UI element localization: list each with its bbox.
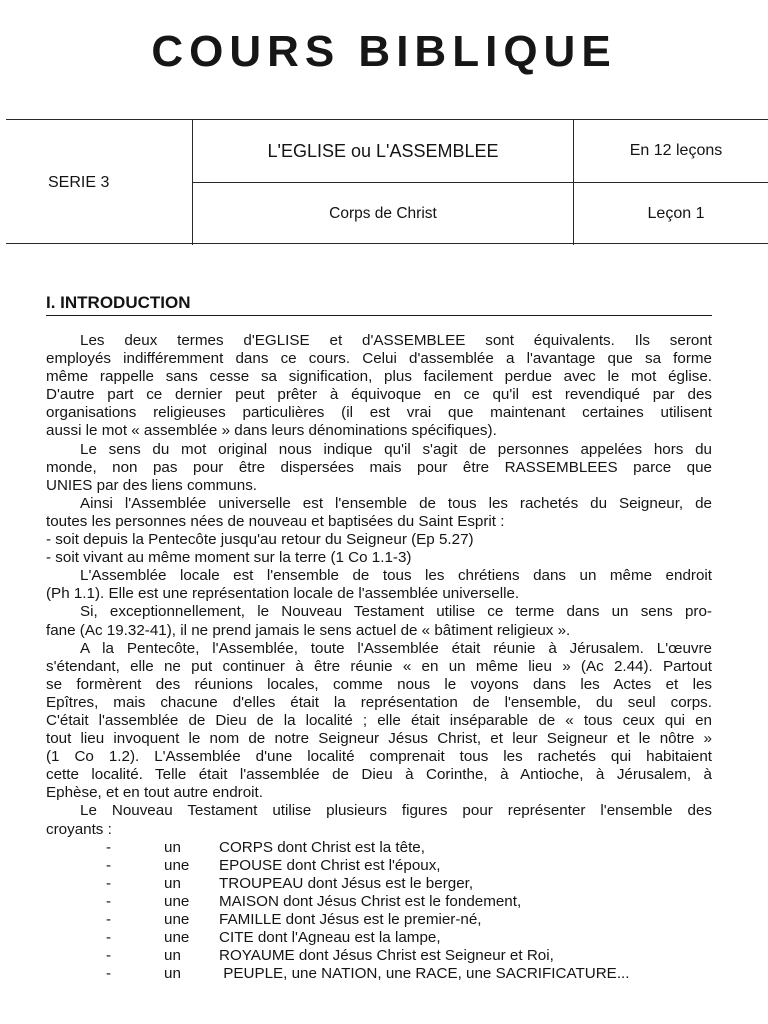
page-title: COURS BIBLIQUE (151, 27, 617, 76)
body-line: Le sens du mot original nous indique qu'il s'agit de personnes appelées hors du (80, 440, 712, 458)
list-item: - une FAMILLE dont Jésus est le premier-né, (106, 911, 482, 928)
body-line: toutes les personnes nées de nouveau et baptisées du Saint Esprit : (46, 512, 505, 530)
list-item: - une MAISON dont Jésus Christ est le fondement, (106, 892, 522, 910)
body-line: organisations religieuses particulières (il est vrai que maintenant certaines utilisent (46, 404, 712, 422)
list-item: - un TROUPEAU dont Jésus est le berger, (106, 874, 474, 892)
course-header-table (6, 119, 768, 244)
body-line: (1 Co 1.2). L'Assemblée d'une localité comprenait tous les rachetés qui habitaient (46, 748, 712, 766)
body-line: (Ph 1.1). Elle est une représentation locale de l'assemblée universelle. (46, 585, 520, 603)
body-line: fane (Ac 19.32-41), il ne prend jamais le sens actuel de « bâtiment religieux ». (46, 621, 571, 639)
body-line: croyants : (46, 820, 112, 838)
course-subtitle: Corps de Christ (193, 183, 574, 245)
lesson-number: Leçon 1 (647, 205, 705, 222)
list-item: - un PEUPLE, une NATION, une RACE, une SACRIFICATURE... (106, 965, 630, 983)
body-line: UNIES par des liens communs. (46, 476, 258, 494)
body-line: Ainsi l'Assemblée universelle est l'ensemble de tous les rachetés du Seigneur, de (80, 494, 712, 512)
body-line: D'autre part ce dernier peut prêter à équivoque en ce qu'il est revendiqué par des (46, 386, 712, 404)
body-line: Ephèse, et en tout autre endroit. (46, 784, 263, 802)
body-line: - soit vivant au même moment sur la terre (1 Co 1.1-3) (46, 549, 412, 567)
list-item: - un ROYAUME dont Jésus Christ est Seigneur et Roi, (106, 947, 554, 965)
body-line: L'Assemblée locale est l'ensemble de tous les chrétiens dans un même endroit (80, 567, 712, 585)
section-heading: I. INTRODUCTION (46, 292, 712, 316)
list-item: - une CITE dont l'Agneau est la lampe, (106, 929, 441, 947)
body-line: Si, exceptionnellement, le Nouveau Testament utilise ce terme dans un sens pro- (80, 603, 712, 621)
body-line: Epîtres, mais chacune d'elles était la représentation de l'ensemble, du seul corps. (46, 693, 712, 711)
course-subject: L'EGLISE ou L'ASSEMBLEE (193, 120, 574, 183)
figures-list (46, 839, 712, 984)
body-line: se formèrent des réunions locales, comme nous le voyons dans les Actes et les (46, 675, 712, 693)
body-line: monde, non pas pour être dispersées mais pour être RASSEMBLEES parce que (46, 458, 712, 476)
body-line: même rappelle sans cesse sa signification, plus facilement perdue avec le mot église. (46, 368, 712, 386)
body-line: cette localité. Telle était l'assemblée de Dieu à Corinthe, à Antioche, à Jérusalem, à (46, 766, 712, 784)
body-line: A la Pentecôte, l'Assemblée, toute l'Assemblée était réunie à Jérusalem. L'œuvre (80, 639, 712, 657)
body-line: aussi le mot « assemblée » dans leurs dénominations spécifiques). (46, 422, 497, 440)
body-line: C'était l'assemblée de Dieu de la localité ; elle était inséparable de « tous ceux qui en (46, 711, 712, 729)
body-line: Les deux termes d'EGLISE et d'ASSEMBLEE sont équivalents. Ils seront (80, 332, 712, 349)
list-item: - un CORPS dont Christ est la tête, (106, 838, 425, 856)
body-line: employés indifféremment dans ce cours. Celui d'assemblée a l'avantage que sa forme (46, 350, 712, 368)
body-text (46, 332, 712, 983)
body-line: Le Nouveau Testament utilise plusieurs figures pour représenter l'ensemble des (80, 802, 712, 820)
lesson-count: En 12 leçons (574, 120, 768, 183)
body-line: s'étendant, elle ne put continuer à être réunie « en un même lieu » (Ac 2.44). Partout (46, 657, 712, 675)
body-line: tout lieu invoquent le nom de notre Seigneur Jésus Christ, et leur Seigneur et le nôtre » (46, 730, 712, 748)
list-item: - une EPOUSE dont Christ est l'époux, (106, 856, 441, 874)
body-line: - soit depuis la Pentecôte jusqu'au retour du Seigneur (Ep 5.27) (46, 531, 474, 549)
serie-label: SERIE 3 (6, 120, 193, 245)
